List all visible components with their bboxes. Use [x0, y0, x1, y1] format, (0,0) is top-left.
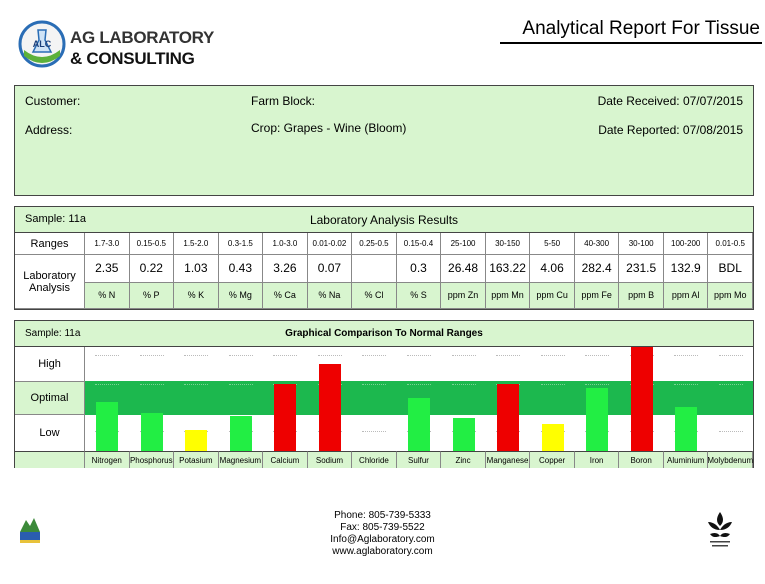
contact-footer	[0, 510, 765, 558]
reference-dots	[674, 355, 698, 356]
reference-dots	[318, 355, 342, 356]
value-cell: 132.9	[664, 255, 709, 283]
value-cell: 0.43	[219, 255, 264, 283]
chart-title: Graphical Comparison To Normal Ranges	[285, 328, 483, 339]
chart-bar-potasium	[185, 430, 207, 451]
range-cell: 0.3-1.5	[219, 233, 264, 255]
chart-bar-sulfur	[408, 398, 430, 451]
unit-cell: % S	[397, 283, 442, 309]
results-grid	[15, 233, 753, 309]
logo-badge-text: ALC	[32, 39, 52, 49]
range-cell: 30-150	[486, 233, 531, 255]
x-label-phosphorus: Phosphorus	[130, 451, 175, 468]
alc-badge-icon	[18, 20, 66, 68]
reference-dots	[585, 384, 609, 385]
x-label-manganese: Manganese	[486, 451, 531, 468]
x-label-sulfur: Sulfur	[397, 451, 442, 468]
chart-plot-area	[85, 347, 753, 451]
reference-dots	[184, 355, 208, 356]
band-label-optimal: Optimal	[15, 381, 85, 415]
footer-fax: Fax: 805-739-5522	[340, 522, 425, 533]
lab-label-line1: Laboratory	[23, 269, 76, 282]
chart-bar-nitrogen	[96, 402, 118, 451]
range-cell: 0.15-0.5	[130, 233, 175, 255]
x-label-iron: Iron	[575, 451, 620, 468]
range-comparison-chart	[14, 320, 754, 468]
x-label-nitrogen: Nitrogen	[85, 451, 130, 468]
reference-dots	[140, 384, 164, 385]
lab-analysis-row-label	[15, 255, 85, 309]
chart-bar-phosphorus	[141, 413, 163, 451]
value-cell: 0.07	[308, 255, 353, 283]
value-cell: 4.06	[530, 255, 575, 283]
chart-bar-magnesium	[230, 416, 252, 451]
reference-dots	[362, 431, 386, 432]
reference-dots	[184, 384, 208, 385]
band-label-low: Low	[15, 415, 85, 451]
customer-info-panel	[14, 85, 754, 196]
reference-dots	[719, 384, 743, 385]
unit-cell: % Ca	[263, 283, 308, 309]
range-cell: 0.01-0.5	[708, 233, 753, 255]
crop-text: Crop: Grapes - Wine (Bloom)	[251, 121, 407, 135]
reference-dots	[95, 384, 119, 385]
ranges-row-label: Ranges	[15, 233, 85, 255]
unit-cell: % K	[174, 283, 219, 309]
reference-dots	[452, 355, 476, 356]
customer-label: Customer:	[25, 94, 81, 108]
band-label-high: High	[15, 347, 85, 381]
range-cell: 25-100	[441, 233, 486, 255]
title-underline	[500, 42, 762, 44]
chart-bar-sodium	[319, 364, 341, 451]
results-title: Laboratory Analysis Results	[309, 213, 459, 227]
unit-cell: % N	[85, 283, 130, 309]
reference-dots	[362, 355, 386, 356]
chart-bar-boron	[631, 347, 653, 451]
unit-cell: ppm B	[619, 283, 664, 309]
value-cell	[352, 255, 397, 283]
x-label-calcium: Calcium	[263, 451, 308, 468]
company-logo	[18, 16, 215, 76]
chart-bar-calcium	[274, 384, 296, 451]
high-band	[85, 347, 753, 381]
value-cell: 231.5	[619, 255, 664, 283]
reference-dots	[719, 355, 743, 356]
value-cell: 1.03	[174, 255, 219, 283]
footer-email[interactable]: Info@Aglaboratory.com	[330, 534, 435, 545]
logo-line2: & CONSULTING	[70, 49, 195, 68]
unit-cell: % Cl	[352, 283, 397, 309]
chart-sample-id: Sample: 11a	[25, 328, 81, 339]
chart-bar-iron	[586, 388, 608, 451]
chart-bar-aluminium	[675, 407, 697, 451]
x-label-zinc: Zinc	[441, 451, 486, 468]
x-label-copper: Copper	[530, 451, 575, 468]
reference-dots	[229, 384, 253, 385]
unit-cell: % P	[130, 283, 175, 309]
reference-dots	[229, 355, 253, 356]
range-cell: 30-100	[619, 233, 664, 255]
reference-dots	[140, 355, 164, 356]
x-label-aluminium: Aluminium	[664, 451, 709, 468]
chart-bar-copper	[542, 424, 564, 451]
reference-dots	[674, 384, 698, 385]
results-sample-id: Sample: 11a	[25, 213, 86, 225]
reference-dots	[273, 355, 297, 356]
unit-cell: ppm Fe	[575, 283, 620, 309]
logo-line1: AG LABORATORY	[70, 28, 215, 47]
range-cell: 1.0-3.0	[263, 233, 308, 255]
value-cell: 282.4	[575, 255, 620, 283]
range-cell: 1.7-3.0	[85, 233, 130, 255]
value-cell: 3.26	[263, 255, 308, 283]
unit-cell: ppm Zn	[441, 283, 486, 309]
reference-dots	[585, 355, 609, 356]
chart-bar-manganese	[497, 384, 519, 451]
range-cell: 0.01-0.02	[308, 233, 353, 255]
farm-block-label: Farm Block:	[251, 94, 316, 108]
x-label-magnesium: Magnesium	[219, 451, 264, 468]
unit-cell: ppm Mo	[708, 283, 753, 309]
report-title: Analytical Report For Tissue	[522, 18, 760, 39]
unit-cell: ppm Al	[664, 283, 709, 309]
value-cell: 26.48	[441, 255, 486, 283]
chart-bar-zinc	[453, 418, 475, 451]
reference-dots	[719, 431, 743, 432]
reference-dots	[452, 384, 476, 385]
range-cell: 100-200	[664, 233, 709, 255]
value-cell: BDL	[708, 255, 753, 283]
results-header	[15, 207, 753, 233]
value-cell: 0.3	[397, 255, 442, 283]
unit-cell: ppm Mn	[486, 283, 531, 309]
x-label-chloride: Chloride	[352, 451, 397, 468]
x-label-potasium: Potasium	[174, 451, 219, 468]
value-cell: 163.22	[486, 255, 531, 283]
range-cell: 0.15-0.4	[397, 233, 442, 255]
footer-website[interactable]: www.aglaboratory.com	[332, 546, 433, 557]
x-label-sodium: Sodium	[308, 451, 353, 468]
x-label-boron: Boron	[619, 451, 664, 468]
date-received: Date Received: 07/07/2015	[597, 94, 743, 108]
reference-dots	[362, 384, 386, 385]
chart-header	[15, 321, 753, 347]
value-cell: 2.35	[85, 255, 130, 283]
unit-cell: % Mg	[219, 283, 264, 309]
lab-label-line2: Analysis	[29, 281, 70, 294]
range-cell: 40-300	[575, 233, 620, 255]
x-label-molybdenum: Molybdenum	[708, 451, 753, 468]
address-label: Address:	[25, 123, 73, 137]
value-cell: 0.22	[130, 255, 175, 283]
certified-crop-adviser-icon	[702, 508, 738, 550]
reference-dots	[407, 355, 431, 356]
date-reported: Date Reported: 07/08/2015	[598, 123, 743, 137]
lab-results-table	[14, 206, 754, 310]
range-cell: 1.5-2.0	[174, 233, 219, 255]
reference-dots	[407, 384, 431, 385]
reference-dots	[496, 355, 520, 356]
x-axis-corner	[15, 451, 85, 468]
unit-cell: ppm Cu	[530, 283, 575, 309]
reference-dots	[541, 355, 565, 356]
footer-phone: Phone: 805-739-5333	[334, 510, 431, 521]
reference-dots	[541, 384, 565, 385]
unit-cell: % Na	[308, 283, 353, 309]
range-cell: 5-50	[530, 233, 575, 255]
range-cell: 0.25-0.5	[352, 233, 397, 255]
reference-dots	[95, 355, 119, 356]
